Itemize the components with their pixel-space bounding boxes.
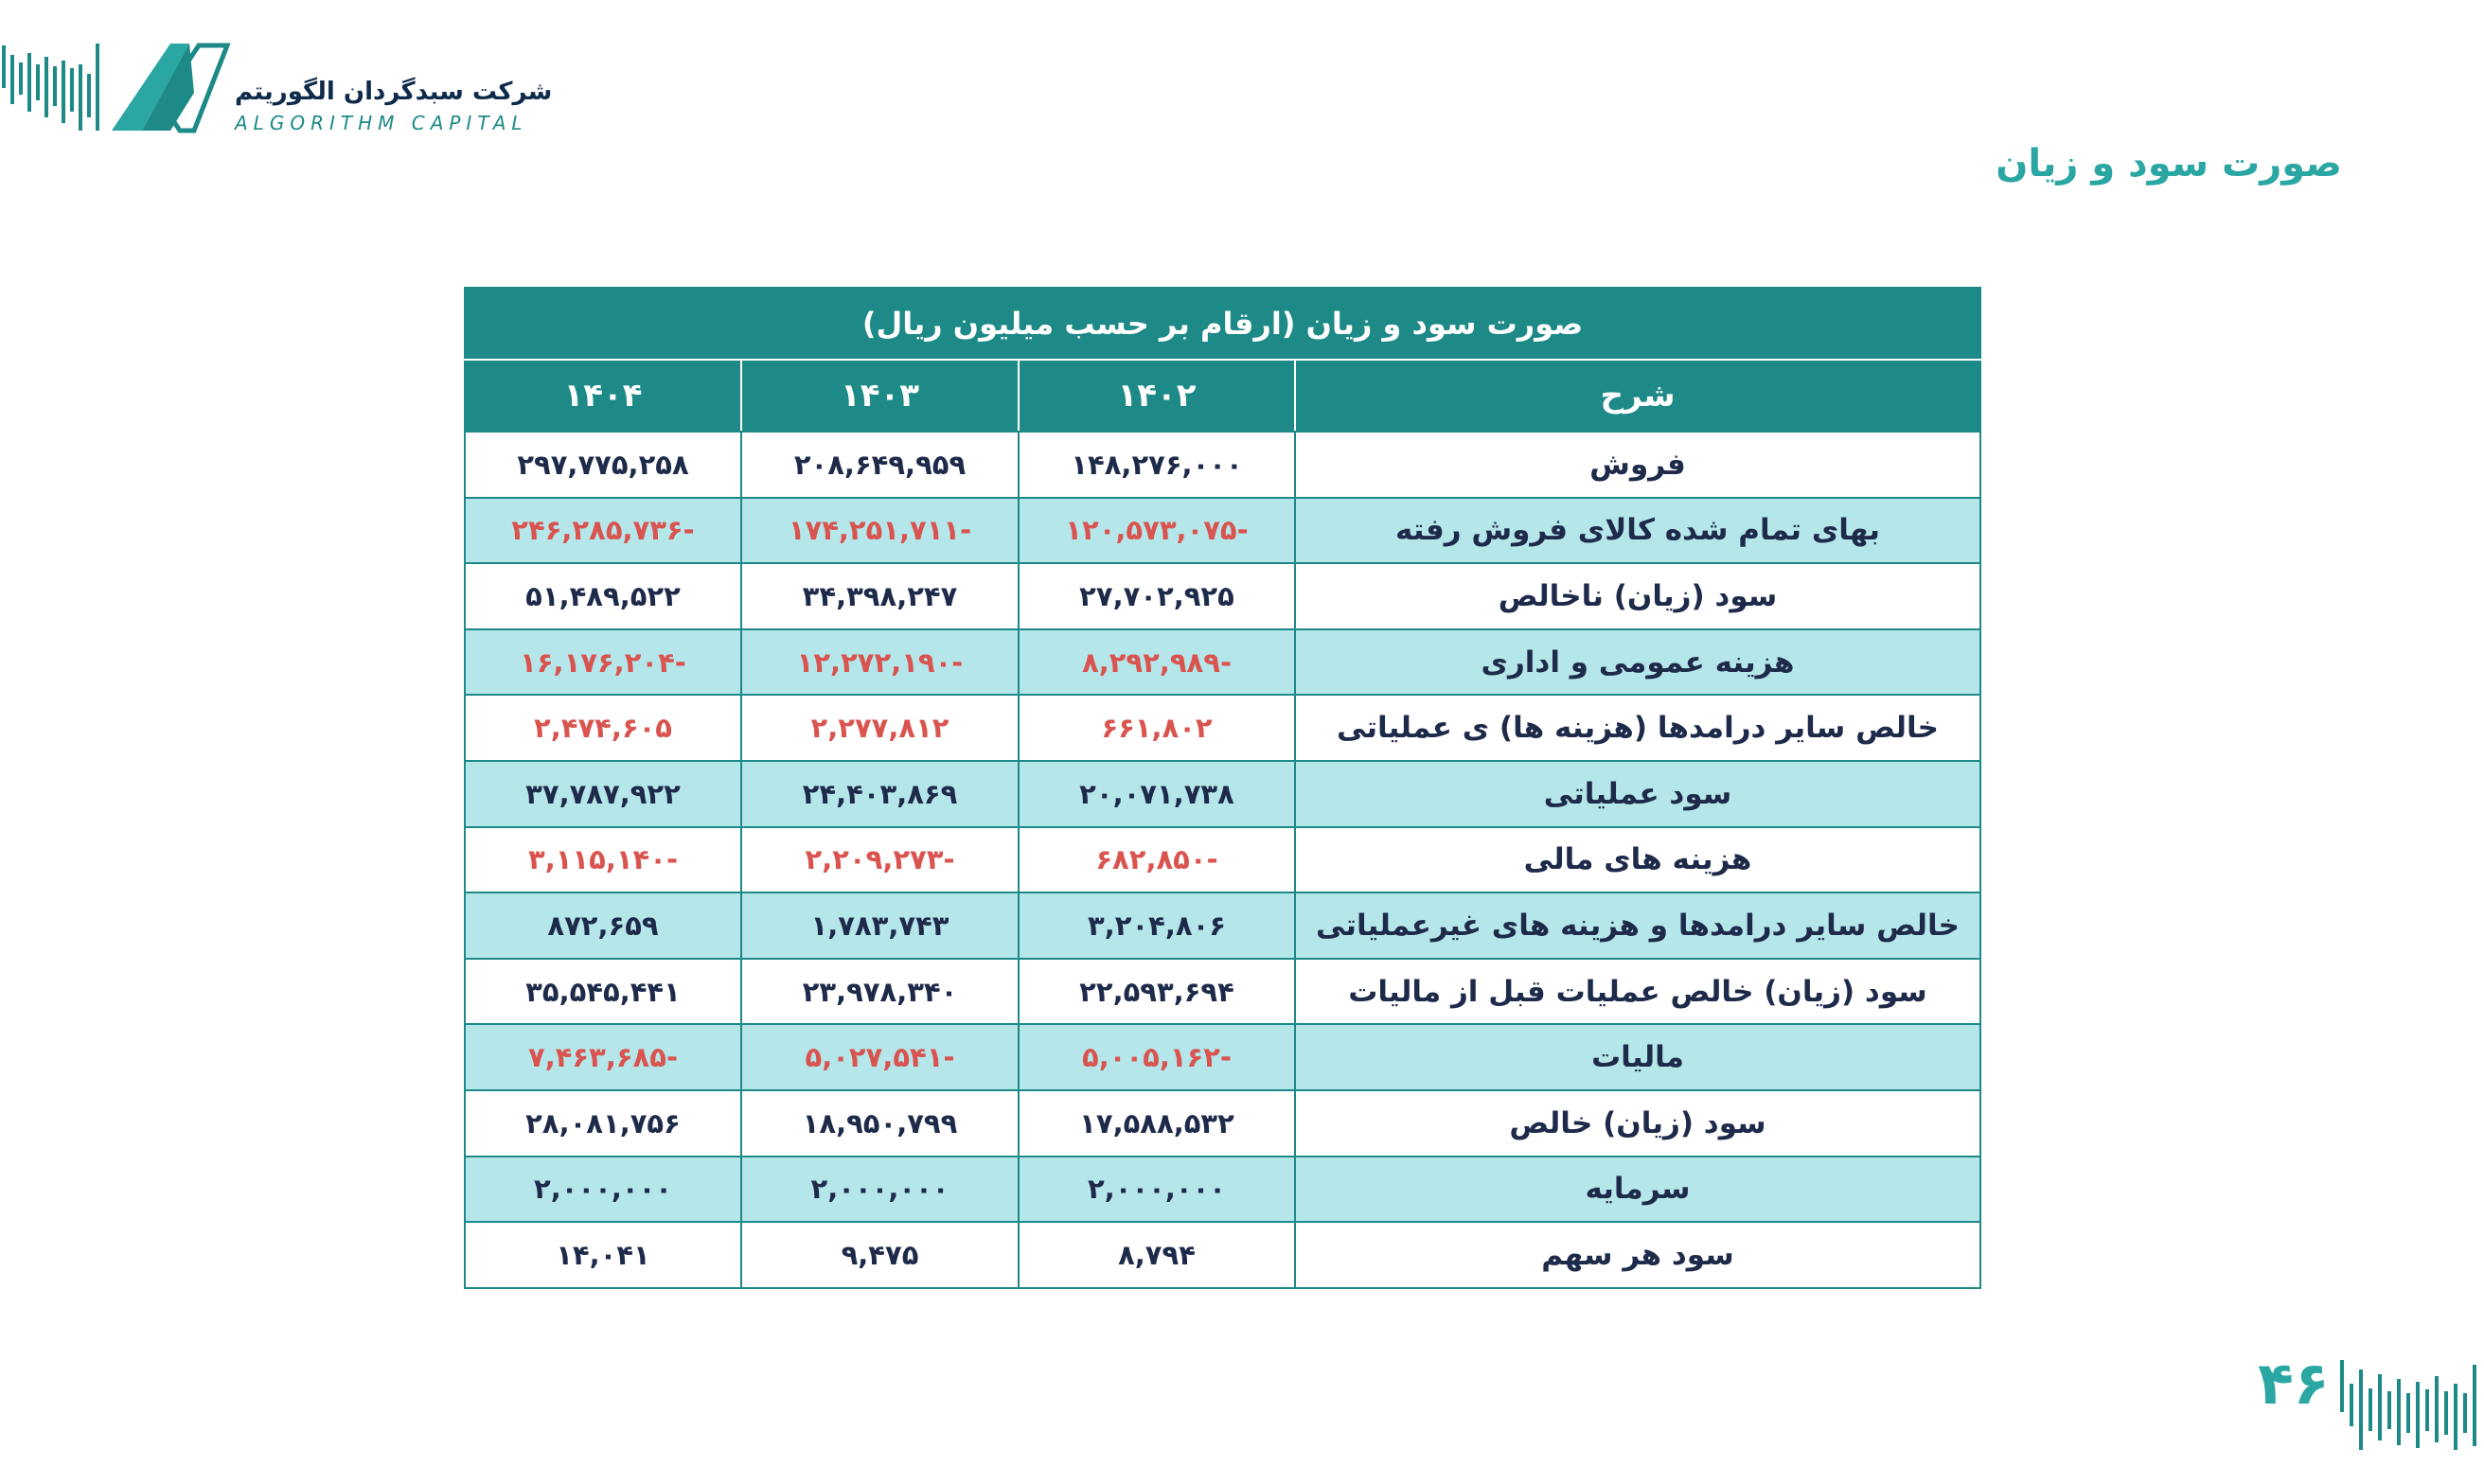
value-1404: ۲,۴۷۴,۶۰۵	[465, 695, 741, 761]
row-label: خالص سایر درامدها و هزینه های غیرعملیاتی	[1295, 892, 1980, 959]
header-year-1403: ۱۴۰۳	[741, 360, 1019, 432]
table-caption: صورت سود و زیان (ارقام بر حسب میلیون ریال)	[465, 288, 1980, 360]
value-1403: -۲,۲۰۹,۲۷۳	[741, 827, 1019, 893]
table-row	[465, 1222, 1980, 1288]
value-1402: -۸,۲۹۲,۹۸۹	[1019, 629, 1295, 696]
value-1402: ۲۲,۵۹۳,۶۹۴	[1019, 959, 1295, 1025]
row-label: سود (زیان) ناخالص	[1295, 563, 1980, 629]
table-row	[465, 1157, 1980, 1223]
value-1403: ۹,۴۷۵	[741, 1222, 1019, 1288]
row-label: مالیات	[1295, 1024, 1980, 1090]
barcode-decoration-icon	[2338, 1355, 2480, 1455]
header-description: شرح	[1295, 360, 1980, 432]
value-1404: -۲۴۶,۲۸۵,۷۳۶	[465, 498, 741, 564]
row-label: سود (زیان) خالص	[1295, 1090, 1980, 1157]
table-row	[465, 629, 1980, 696]
header-year-1402: ۱۴۰۲	[1019, 360, 1295, 432]
page-title: صورت سود و زیان	[1996, 142, 2342, 186]
value-1402: -۵,۰۰۵,۱۶۲	[1019, 1024, 1295, 1090]
table-row	[465, 761, 1980, 827]
value-1403: ۲,۲۷۷,۸۱۲	[741, 695, 1019, 761]
value-1403: ۲,۰۰۰,۰۰۰	[741, 1157, 1019, 1223]
row-label: سرمایه	[1295, 1157, 1980, 1223]
row-label: سود عملیاتی	[1295, 761, 1980, 827]
value-1404: ۳۵,۵۴۵,۴۴۱	[465, 959, 741, 1025]
value-1404: ۱۴,۰۴۱	[465, 1222, 741, 1288]
logo-name-en: ALGORITHM CAPITAL	[235, 112, 528, 134]
value-1402: ۶۶۱,۸۰۲	[1019, 695, 1295, 761]
value-1404: -۷,۴۶۳,۶۸۵	[465, 1024, 741, 1090]
header-year-1404: ۱۴۰۴	[465, 360, 741, 432]
value-1404: ۲,۰۰۰,۰۰۰	[465, 1157, 741, 1223]
algorithm-capital-logo-icon	[0, 36, 237, 140]
value-1402: ۸,۷۹۴	[1019, 1222, 1295, 1288]
table-row	[465, 1024, 1980, 1090]
logo-name-fa: شرکت سبدگردان الگوریتم	[235, 78, 553, 106]
value-1402: ۱۷,۵۸۸,۵۳۲	[1019, 1090, 1295, 1157]
value-1402: -۶۸۲,۸۵۰	[1019, 827, 1295, 893]
value-1402: ۲۷,۷۰۲,۹۲۵	[1019, 563, 1295, 629]
value-1402: ۱۴۸,۲۷۶,۰۰۰	[1019, 432, 1295, 498]
value-1403: ۲۳,۹۷۸,۳۴۰	[741, 959, 1019, 1025]
value-1403: ۱۸,۹۵۰,۷۹۹	[741, 1090, 1019, 1157]
company-logo	[0, 36, 553, 140]
row-label: سود هر سهم	[1295, 1222, 1980, 1288]
value-1403: ۲۴,۴۰۳,۸۶۹	[741, 761, 1019, 827]
table-row	[465, 892, 1980, 959]
value-1402: ۲,۰۰۰,۰۰۰	[1019, 1157, 1295, 1223]
value-1403: ۳۴,۳۹۸,۲۴۷	[741, 563, 1019, 629]
row-label: سود (زیان) خالص عملیات قبل از مالیات	[1295, 959, 1980, 1025]
table-row	[465, 432, 1980, 498]
value-1402: -۱۲۰,۵۷۳,۰۷۵	[1019, 498, 1295, 564]
page-number: ۴۶	[2258, 1349, 2330, 1418]
value-1404: -۱۶,۱۷۶,۲۰۴	[465, 629, 741, 696]
value-1402: ۲۰,۰۷۱,۷۳۸	[1019, 761, 1295, 827]
row-label: خالص سایر درامدها (هزینه ها) ی عملیاتی	[1295, 695, 1980, 761]
value-1403: -۵,۰۲۷,۵۴۱	[741, 1024, 1019, 1090]
table-row	[465, 498, 1980, 564]
row-label: هزینه عمومی و اداری	[1295, 629, 1980, 696]
value-1404: ۲۸,۰۸۱,۷۵۶	[465, 1090, 741, 1157]
row-label: بهای تمام شده کالای فروش رفته	[1295, 498, 1980, 564]
value-1403: -۱۷۴,۲۵۱,۷۱۱	[741, 498, 1019, 564]
income-statement-table	[464, 287, 1981, 1289]
value-1403: -۱۲,۲۷۲,۱۹۰	[741, 629, 1019, 696]
table-row	[465, 827, 1980, 893]
value-1404: ۸۷۲,۶۵۹	[465, 892, 741, 959]
value-1403: ۲۰۸,۶۴۹,۹۵۹	[741, 432, 1019, 498]
value-1403: ۱,۷۸۳,۷۴۳	[741, 892, 1019, 959]
value-1404: ۳۷,۷۸۷,۹۲۲	[465, 761, 741, 827]
value-1404: ۲۹۷,۷۷۵,۲۵۸	[465, 432, 741, 498]
table-row	[465, 695, 1980, 761]
value-1404: -۳,۱۱۵,۱۴۰	[465, 827, 741, 893]
row-label: فروش	[1295, 432, 1980, 498]
value-1404: ۵۱,۴۸۹,۵۲۲	[465, 563, 741, 629]
table-row	[465, 959, 1980, 1025]
table-row	[465, 563, 1980, 629]
row-label: هزینه های مالی	[1295, 827, 1980, 893]
value-1402: ۳,۲۰۴,۸۰۶	[1019, 892, 1295, 959]
table-row	[465, 1090, 1980, 1157]
